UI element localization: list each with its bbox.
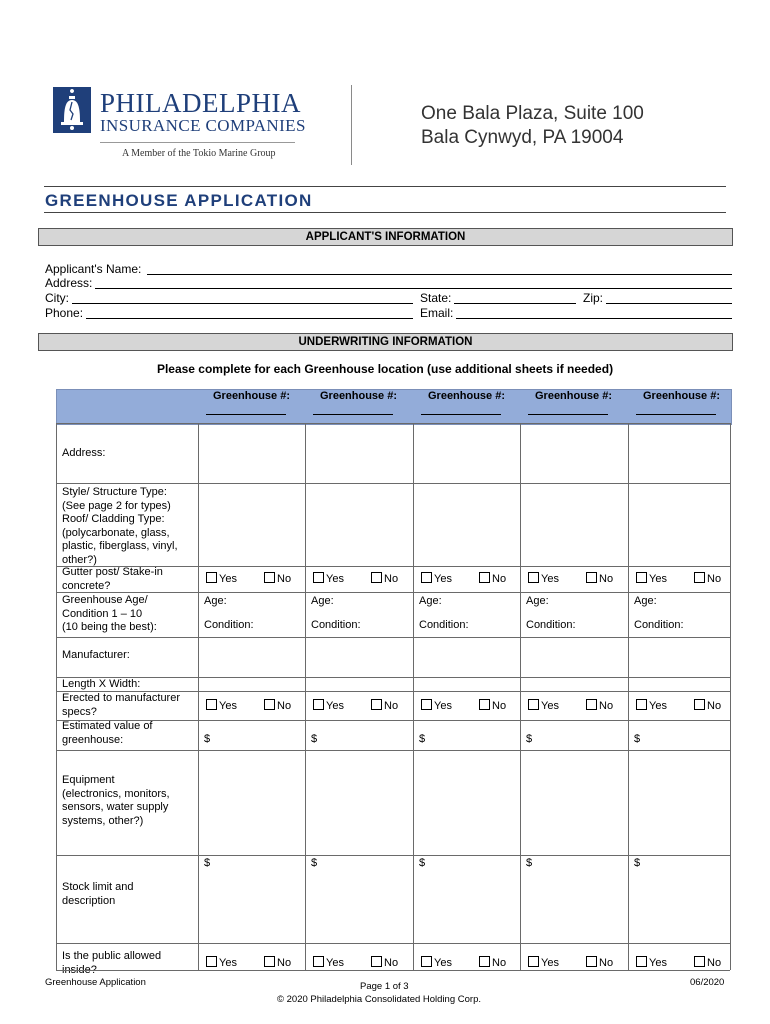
yes-label: Yes: [326, 957, 344, 969]
yes-label: Yes: [219, 957, 237, 969]
checkbox-icon[interactable]: [528, 956, 539, 967]
checkbox-icon[interactable]: [421, 572, 432, 583]
grid-column-line: [628, 423, 629, 970]
no-label: No: [492, 957, 507, 969]
checkbox-icon[interactable]: [636, 572, 647, 583]
zip-label: Zip:: [583, 291, 604, 305]
instruction-text: Please complete for each Greenhouse location (use additional sheets if needed): [156, 362, 614, 376]
checkbox-icon[interactable]: [371, 572, 382, 583]
liberty-bell-icon: [52, 86, 92, 134]
checkbox-icon[interactable]: [206, 956, 217, 967]
greenhouse-number-label: Greenhouse #:: [534, 390, 613, 402]
erected-no-option[interactable]: [371, 699, 398, 712]
stock-value-field[interactable]: $: [204, 857, 211, 869]
checkbox-icon[interactable]: [313, 699, 324, 710]
checkbox-icon[interactable]: [586, 572, 597, 583]
stock-value-field[interactable]: $: [526, 857, 533, 869]
checkbox-icon[interactable]: [206, 572, 217, 583]
no-label: No: [277, 957, 292, 969]
row-label-age: Greenhouse Age/ Condition 1 – 10 (10 being the best):: [62, 594, 157, 633]
checkbox-icon[interactable]: [636, 699, 647, 710]
underwriting-section-header: UNDERWRITING INFORMATION: [38, 333, 733, 351]
gutter-yes-option[interactable]: [528, 572, 559, 585]
checkbox-icon[interactable]: [264, 956, 275, 967]
checkbox-icon[interactable]: [371, 956, 382, 967]
no-label: No: [599, 957, 614, 969]
zip-field[interactable]: [606, 303, 732, 304]
value-field[interactable]: $: [419, 733, 426, 745]
no-label: No: [277, 573, 292, 585]
checkbox-icon[interactable]: [694, 956, 705, 967]
erected-yes-option[interactable]: [636, 699, 667, 712]
applicant-name-label: Applicant's Name:: [45, 262, 142, 276]
no-label: No: [599, 700, 614, 712]
yes-label: Yes: [541, 573, 559, 585]
row-label-equipment: Equipment (electronics, monitors, sensors, water supply systems, other?): [62, 774, 170, 827]
address-line-1: One Bala Plaza, Suite 100: [421, 103, 644, 124]
row-label-style: Style/ Structure Type: (See page 2 for types): [62, 486, 171, 512]
public-yes-option[interactable]: [636, 956, 667, 969]
public-no-option[interactable]: [694, 956, 721, 969]
company-name: PHILADELPHIA: [100, 88, 301, 118]
row-label-public: Is the public allowed inside?: [62, 950, 162, 976]
title-rule: [44, 186, 726, 187]
yes-label: Yes: [541, 957, 559, 969]
public-no-option[interactable]: [264, 956, 291, 969]
checkbox-icon[interactable]: [313, 572, 324, 583]
erected-no-option[interactable]: [586, 699, 613, 712]
checkbox-icon[interactable]: [421, 699, 432, 710]
row-label-value: Estimated value of greenhouse:: [62, 720, 153, 746]
checkbox-icon[interactable]: [694, 699, 705, 710]
erected-yes-option[interactable]: [528, 699, 559, 712]
checkbox-icon[interactable]: [264, 699, 275, 710]
city-label: City:: [45, 291, 69, 305]
condition-field[interactable]: Condition:: [526, 619, 576, 631]
city-field[interactable]: [72, 303, 413, 304]
checkbox-icon[interactable]: [586, 699, 597, 710]
checkbox-icon[interactable]: [636, 956, 647, 967]
email-label: Email:: [420, 306, 454, 320]
header-divider: [351, 85, 352, 165]
condition-field[interactable]: Condition:: [311, 619, 361, 631]
no-label: No: [384, 957, 399, 969]
age-field[interactable]: Age:: [634, 595, 657, 607]
state-label: State:: [420, 291, 452, 305]
address-line-2: Bala Cynwyd, PA 19004: [421, 127, 624, 148]
greenhouse-number-field[interactable]: [636, 414, 716, 415]
erected-yes-option[interactable]: [206, 699, 237, 712]
public-yes-option[interactable]: [313, 956, 344, 969]
gutter-no-option[interactable]: [479, 572, 506, 585]
stock-value-field[interactable]: $: [634, 857, 641, 869]
company-subtitle: INSURANCE COMPANIES: [100, 116, 306, 135]
grid-column-line: [730, 423, 731, 970]
yes-label: Yes: [649, 700, 667, 712]
public-yes-option[interactable]: [206, 956, 237, 969]
age-field[interactable]: Age:: [526, 595, 549, 607]
yes-label: Yes: [219, 573, 237, 585]
erected-yes-option[interactable]: [421, 699, 452, 712]
public-yes-option[interactable]: [421, 956, 452, 969]
erected-no-option[interactable]: [694, 699, 721, 712]
condition-field[interactable]: Condition:: [419, 619, 469, 631]
grid-row-line: [56, 970, 730, 971]
phone-field[interactable]: [86, 318, 413, 319]
form-title: GREENHOUSE APPLICATION: [45, 191, 313, 210]
address-field[interactable]: [95, 288, 732, 289]
footer-copyright: © 2020 Philadelphia Consolidated Holding Corp.: [277, 994, 481, 1005]
applicant-section-header: APPLICANT'S INFORMATION: [38, 228, 733, 246]
value-field[interactable]: $: [204, 733, 211, 745]
address-label: Address:: [45, 276, 93, 290]
gutter-yes-option[interactable]: [421, 572, 452, 585]
greenhouse-number-field[interactable]: [206, 414, 286, 415]
checkbox-icon[interactable]: [528, 699, 539, 710]
erected-no-option[interactable]: [479, 699, 506, 712]
yes-label: Yes: [434, 700, 452, 712]
greenhouse-number-label: Greenhouse #:: [319, 390, 398, 402]
checkbox-icon[interactable]: [479, 956, 490, 967]
checkbox-icon[interactable]: [586, 956, 597, 967]
row-label-manufacturer: Manufacturer:: [62, 649, 130, 661]
no-label: No: [384, 573, 399, 585]
checkbox-icon[interactable]: [371, 699, 382, 710]
checkbox-icon[interactable]: [528, 572, 539, 583]
greenhouse-number-field[interactable]: [528, 414, 608, 415]
greenhouse-number-field[interactable]: [313, 414, 393, 415]
no-label: No: [384, 700, 399, 712]
yes-label: Yes: [219, 700, 237, 712]
greenhouse-number-label: Greenhouse #:: [427, 390, 506, 402]
stock-value-field[interactable]: $: [419, 857, 426, 869]
greenhouse-number-field[interactable]: [421, 414, 501, 415]
age-field[interactable]: Age:: [311, 595, 334, 607]
row-label-length: Length X Width:: [62, 678, 141, 690]
row-label-address: Address:: [62, 447, 106, 459]
value-field[interactable]: $: [311, 733, 318, 745]
no-label: No: [599, 573, 614, 585]
gutter-no-option[interactable]: [371, 572, 398, 585]
row-label-erected: Erected to manufacturer specs?: [62, 692, 181, 718]
age-field[interactable]: Age:: [204, 595, 227, 607]
gutter-no-option[interactable]: [694, 572, 721, 585]
grid-column-line: [305, 423, 306, 970]
applicant-name-field[interactable]: [147, 274, 732, 275]
greenhouse-number-label: Greenhouse #:: [212, 390, 291, 402]
yes-label: Yes: [434, 957, 452, 969]
yes-label: Yes: [649, 573, 667, 585]
no-label: No: [492, 700, 507, 712]
yes-label: Yes: [326, 700, 344, 712]
condition-field[interactable]: Condition:: [634, 619, 684, 631]
grid-column-line: [520, 423, 521, 970]
footer-page-number: Page 1 of 3: [360, 981, 409, 992]
grid-column-line: [413, 423, 414, 970]
footer-date: 06/2020: [690, 977, 725, 988]
gutter-no-option[interactable]: [264, 572, 291, 585]
email-field[interactable]: [456, 318, 732, 319]
erected-yes-option[interactable]: [313, 699, 344, 712]
age-field[interactable]: Age:: [419, 595, 442, 607]
footer-form-name: Greenhouse Application: [45, 977, 146, 988]
public-no-option[interactable]: [479, 956, 506, 969]
checkbox-icon[interactable]: [479, 572, 490, 583]
title-rule: [44, 212, 726, 213]
public-no-option[interactable]: [586, 956, 613, 969]
row-label-stock: Stock limit and description: [62, 881, 134, 907]
gutter-yes-option[interactable]: [636, 572, 667, 585]
checkbox-icon[interactable]: [421, 956, 432, 967]
no-label: No: [707, 957, 722, 969]
gutter-no-option[interactable]: [586, 572, 613, 585]
state-field[interactable]: [454, 303, 576, 304]
yes-label: Yes: [649, 957, 667, 969]
grid-column-line: [56, 423, 57, 970]
grid-column-line: [198, 423, 199, 970]
erected-no-option[interactable]: [264, 699, 291, 712]
row-label-roof: Roof/ Cladding Type: (polycarbonate, glass, plastic, fiberglass, vinyl, other?): [62, 513, 178, 566]
checkbox-icon[interactable]: [694, 572, 705, 583]
no-label: No: [492, 573, 507, 585]
no-label: No: [277, 700, 292, 712]
gutter-yes-option[interactable]: [313, 572, 344, 585]
value-field[interactable]: $: [526, 733, 533, 745]
yes-label: Yes: [326, 573, 344, 585]
checkbox-icon[interactable]: [264, 572, 275, 583]
no-label: No: [707, 700, 722, 712]
value-field[interactable]: $: [634, 733, 641, 745]
public-yes-option[interactable]: [528, 956, 559, 969]
stock-value-field[interactable]: $: [311, 857, 318, 869]
member-tagline: A Member of the Tokio Marine Group: [122, 148, 276, 159]
condition-field[interactable]: Condition:: [204, 619, 254, 631]
no-label: No: [707, 573, 722, 585]
gutter-yes-option[interactable]: [206, 572, 237, 585]
logo-divider: [100, 142, 295, 143]
checkbox-icon[interactable]: [479, 699, 490, 710]
yes-label: Yes: [434, 573, 452, 585]
phone-label: Phone:: [45, 306, 84, 320]
yes-label: Yes: [541, 700, 559, 712]
checkbox-icon[interactable]: [313, 956, 324, 967]
row-label-gutter: Gutter post/ Stake-in concrete?: [62, 566, 163, 592]
checkbox-icon[interactable]: [206, 699, 217, 710]
greenhouse-number-label: Greenhouse #:: [642, 390, 721, 402]
public-no-option[interactable]: [371, 956, 398, 969]
